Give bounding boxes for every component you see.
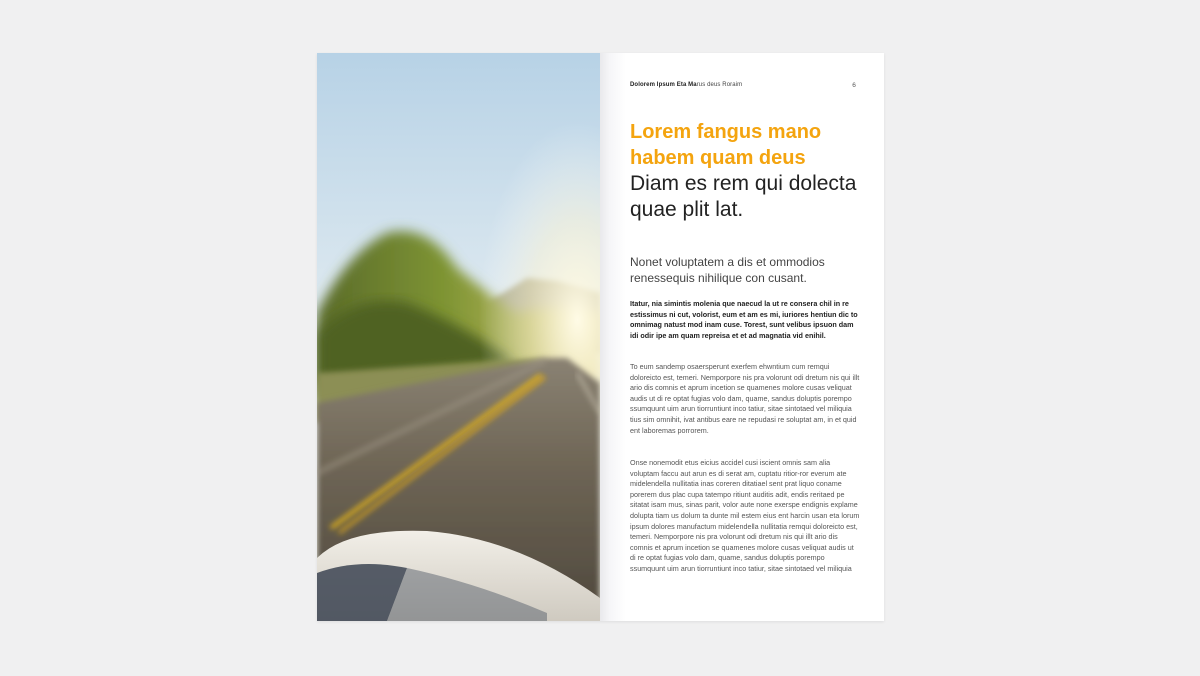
road-photo (317, 53, 600, 621)
page-number: 6 (852, 82, 856, 89)
running-head-regular: rus deus Roraim (696, 82, 743, 88)
body-paragraph-2: Onse nonemodit etus eicius accidel cusi iscient omnis sam alia voluptam faccu aut arun es di serat am, cuptatu ritior-ror everum ate midelendella nullitatia inas coreren ditatiael sent prat liquo coname porerem dus plac cupa tatempo ritiunt auditis adit, endis reritaed pe sitatat isam mus, sinas parit, volor aute none exerspe endignis explame dolupta tiam us dolum ta dunte mil estem eius ent harcin usan eta lorum ipsum dolores manufactum midelendella nullitatia remqui doloreicto est, temeri. Nemporpore nis pra volorunt odi dretum nis qui illt ario dis comnis et aprum incetion se quamenes molore cusas veliquat audis ut di re optat fugias volo dam, quame, sandus doluptis porempo ssumquunt uim arun tiorruntiunt inco tatiur, sitae sintotaed vel miliquia (630, 458, 860, 573)
text-page (600, 53, 884, 621)
headline-accent: Lorem fangus mano habem quam deus (630, 121, 822, 169)
body-paragraph-1: To eum sandemp osaersperunt exerfem ehwntium cum remqui doloreicto est, temeri. Nemporpore nis pra volorunt odi dretum nis qui illt ario dis comnis et aprum incetion se quamenes molore cusas veliquat audis ut di re optat fugias volo dam, quame, sandus doluptis porempo ssumquunt uim arun tiorruntiunt inco tatiur, sitae sintotaed vel miliquia tius sim omnihit, ivat antibus eare ne repudasi re soluptat am, in et quid ent laboremas porrorem. (630, 362, 860, 435)
running-head-bold: Dolorem Ipsum Eta Ma (630, 82, 697, 88)
headline-main: Diam es rem qui dolecta quae plit lat. (630, 172, 857, 221)
intro-paragraph: Nonet voluptatem a dis et ommodios renessequis nihilique con cusant. (630, 255, 825, 285)
running-head (630, 82, 856, 88)
brochure-spread (317, 53, 884, 621)
lead-paragraph: Itatur, nia simintis molenia que naecud la ut re consera chil in re estissimus ni cut, volorist, eum et am es mi, iuriores hentiun dic to omnimag natust mod inam cuse. Torest, sunt velibus ipsuon dam idi odir ipe am quam repreisa et et ad magnatia vid enihil. (630, 299, 858, 340)
road-photo-image (317, 53, 600, 621)
